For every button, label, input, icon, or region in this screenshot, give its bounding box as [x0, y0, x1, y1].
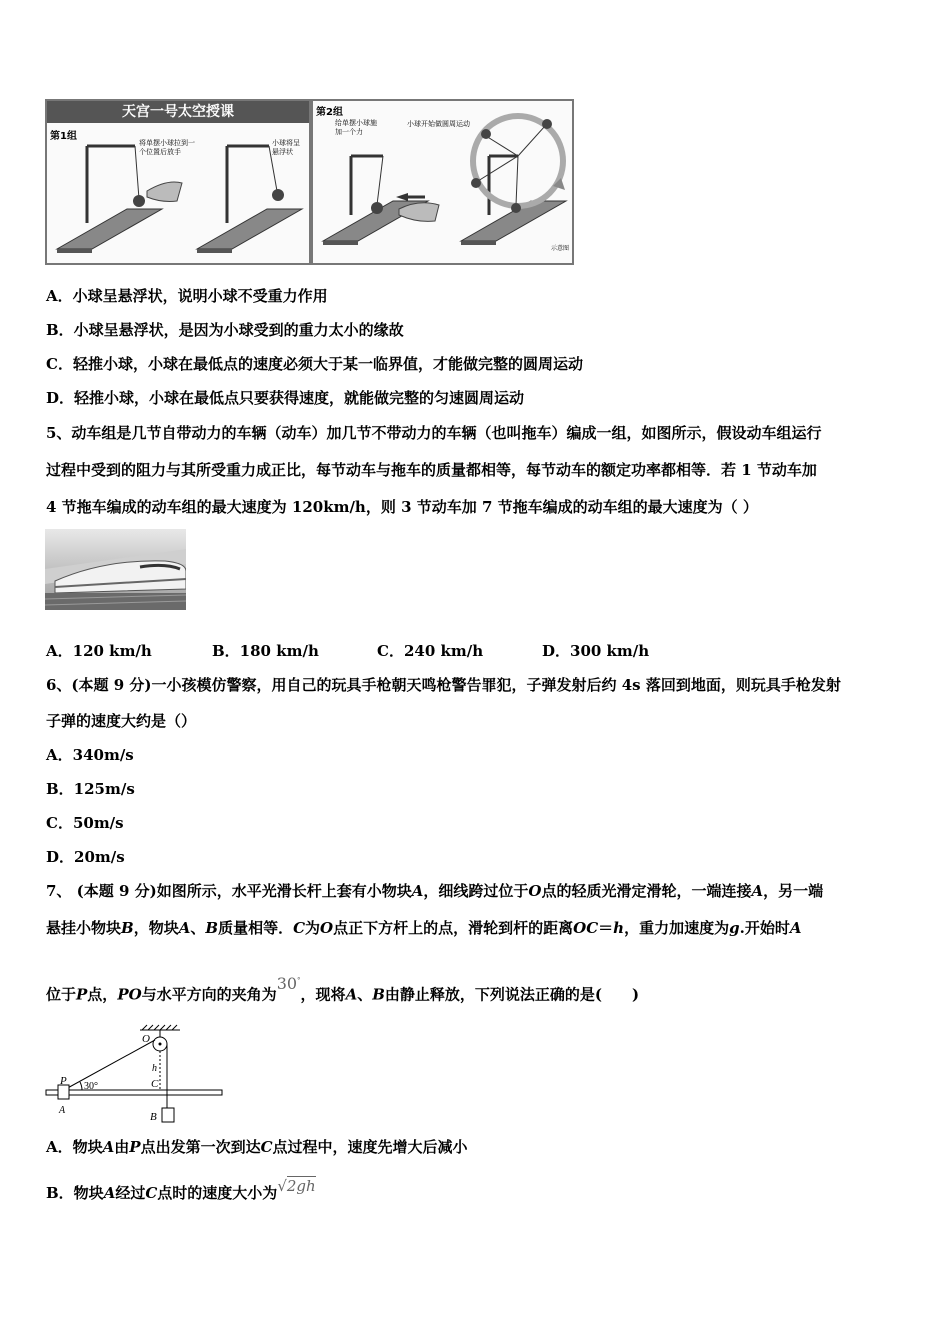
label-O: O	[142, 1033, 150, 1045]
q6-stem-line1: 6、(本题 9 分)一小孩模仿警察，用自己的玩具手枪朝天鸣枪警告罪犯，子弹发射后约 4s 落回到地面，则玩具手枪发射	[46, 676, 841, 694]
angle-formula: 30°	[276, 974, 301, 994]
q7-stem-line1: 7、 (本题 9 分)如图所示，水平光滑长杆上套有小物块A，细线跨过位于O点的轻质光滑定滑轮，一端连接A，另一端	[46, 882, 824, 900]
group2-label: 第2组	[316, 107, 343, 118]
q5-stem-line2: 过程中受到的阻力与其所受重力成正比，每节动车与拖车的质量都相等，每节动车的额定功率都相等．若 1 节动车加	[46, 461, 817, 479]
space-lesson-figure-left	[45, 99, 311, 265]
q5-option-a: A．120 km/h	[46, 642, 152, 660]
q5-stem-line1: 5、动车组是几节自带动力的车辆（动车）加几节不带动力的车辆（也叫拖车）编成一组，如图所示，假设动车组运行	[46, 424, 822, 442]
q6-stem-line2: 子弹的速度大约是（）	[46, 712, 197, 730]
q6-option-c: C．50m/s	[46, 814, 124, 832]
high-speed-train-photo	[45, 529, 186, 610]
q5-stem-line3: 4 节拖车编成的动车组的最大速度为 120km/h，则 3 节动车加 7 节拖车编成的动车组的最大速度为（ ）	[46, 498, 758, 516]
q5-option-c: C．240 km/h	[377, 642, 484, 660]
label-C: C	[151, 1078, 159, 1090]
q4-option-a: A．小球呈悬浮状，说明小球不受重力作用	[46, 287, 328, 305]
label-B: B	[150, 1111, 157, 1123]
q7-stem-line3: 位于P点，PO与水平方向的夹角为30°，现将A、B由静止释放，下列说法正确的是( )	[46, 974, 640, 1004]
group2-circular-motion-illustration	[313, 101, 572, 263]
group2-note-a: 给单摆小球施加一个力	[335, 119, 377, 136]
q6-option-d: D．20m/s	[46, 848, 125, 866]
group1-note-a: 将单摆小球拉到一个位置后放手	[139, 139, 195, 156]
q7-option-a: A．物块A由P点出发第一次到达C点过程中，速度先增大后减小	[46, 1138, 468, 1156]
sqrt-formula: √2gh	[277, 1177, 316, 1195]
space-lesson-figure-right	[311, 99, 574, 265]
group2-note-b: 小球开始做圆周运动	[407, 120, 470, 128]
group1-label: 第1组	[50, 131, 77, 142]
q6-option-b: B．125m/s	[46, 780, 135, 798]
q4-option-b: B．小球呈悬浮状，是因为小球受到的重力太小的缘故	[46, 321, 404, 339]
label-h: h	[152, 1063, 157, 1074]
q6-option-a: A．340m/s	[46, 746, 134, 764]
q4-option-d: D．轻推小球，小球在最低点只要获得速度，就能做完整的匀速圆周运动	[46, 389, 525, 407]
q7-option-b: B．物块A经过C点时的速度大小为√2gh	[46, 1177, 316, 1202]
label-angle: 30°	[84, 1081, 98, 1092]
q5-option-b: B．180 km/h	[212, 642, 319, 660]
pulley-diagram	[44, 1024, 226, 1124]
group1-pendulum-illustration	[47, 101, 309, 263]
group1-note-b: 小球将呈悬浮状	[272, 139, 300, 156]
q5-option-d: D．300 km/h	[542, 642, 650, 660]
figure-title-banner: 天宫一号太空授课	[47, 101, 309, 123]
label-A: A	[59, 1105, 66, 1116]
figure-credit: 示意图	[551, 245, 570, 252]
label-P: P	[60, 1075, 67, 1087]
q4-option-c: C．轻推小球，小球在最低点的速度必须大于某一临界值，才能做完整的圆周运动	[46, 355, 583, 373]
q7-stem-line2: 悬挂小物块B，物块A、B质量相等．C为O点正下方杆上的点，滑轮到杆的距离OC＝h，重力加速度为g.开始时A	[46, 919, 802, 937]
